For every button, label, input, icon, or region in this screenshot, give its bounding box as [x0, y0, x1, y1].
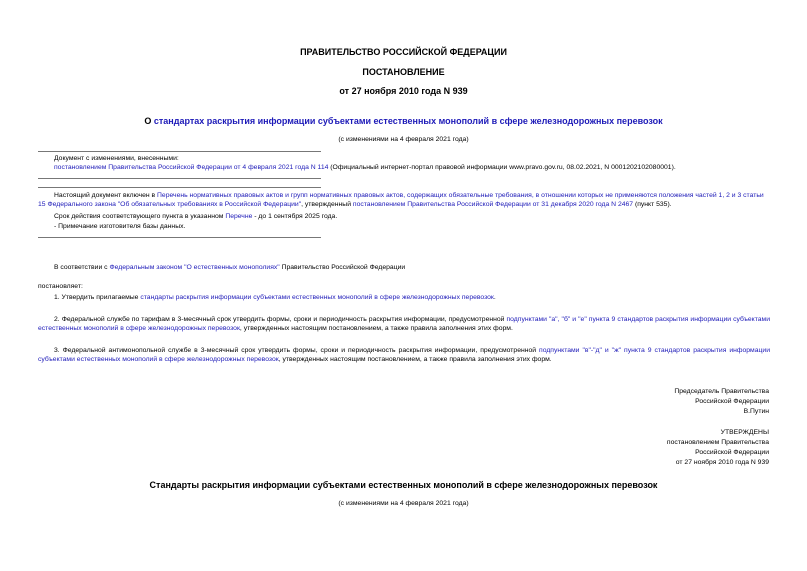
signature-block [674, 387, 769, 417]
document-type: ПОСТАНОВЛЕНИЕ [362, 67, 445, 77]
document-date: от 27 ноября 2010 года N 939 [339, 86, 468, 96]
item-1 [54, 293, 770, 302]
item-2 [38, 315, 770, 333]
notice-text: (пункт 535). [633, 201, 672, 208]
term-text: Срок действия соответствующего пункта в указанном [54, 213, 226, 220]
divider-line [38, 237, 321, 238]
item-2-text: 2. Федеральной службе по тарифам в 3-месячный срок утвердить формы, сроки и периодичность раскрытия информации, предусмотренной [54, 316, 507, 323]
approval-line-3: Российской Федерации [695, 449, 769, 456]
preamble-text: В соответствии с [54, 264, 110, 271]
perechen-link[interactable]: Перечень нормативных правовых актов и групп нормативных правовых актов, содержащих обязательные требования, в отношении которых не применяются положения частей 1, 2 и 3 статьи 15 Федерального закона "Об обязательных требованиях в Российской Федерации" [38, 192, 764, 208]
amend-rest: (Официальный интернет-портал правовой информации www.pravo.gov.ru, 08.02.2021, N 0001202102080001). [328, 164, 676, 171]
monopoly-law-link[interactable]: Федеральным законом "О естественных монополиях" [109, 264, 280, 271]
db-note: - Примечание изготовителя базы данных. [54, 223, 186, 230]
item-1-text: 1. Утвердить прилагаемые [54, 294, 141, 301]
amend-text [54, 163, 770, 172]
item-1-text: . [493, 294, 496, 301]
approval-line-2: постановлением Правительства [666, 439, 769, 446]
term-paragraph [54, 212, 770, 221]
standards-link[interactable]: стандарты раскрытия информации субъектами естественных монополий в сфере железнодорожных перевозок [140, 294, 494, 301]
preamble-text: Правительство Российской Федерации [279, 264, 406, 271]
signature-line-2: Российской Федерации [695, 398, 769, 405]
standards-title: Стандарты раскрытия информации субъектами естественных монополий в сфере железнодорожных перевозок [149, 480, 658, 490]
government-heading: ПРАВИТЕЛЬСТВО РОССИЙСКОЙ ФЕДЕРАЦИИ [300, 47, 507, 57]
title-prefix: О [144, 116, 154, 126]
decree-word: постановляет: [38, 283, 83, 290]
divider-line [38, 178, 321, 179]
amend-block [54, 154, 770, 172]
amend-link[interactable]: постановлением Правительства Российской Федерации от 4 февраля 2021 года N 114 [54, 164, 329, 171]
changes-note: (с изменениями на 4 февраля 2021 года) [338, 136, 469, 143]
standards-changes-note: (с изменениями на 4 февраля 2021 года) [338, 500, 469, 507]
approval-block [667, 428, 769, 468]
term-text: - до 1 сентября 2025 года. [252, 213, 338, 220]
divider-line [38, 187, 321, 188]
notice-text: Настоящий документ включен в [54, 192, 158, 199]
title-link[interactable]: стандартах раскрытия информации субъектами естественных монополий в сфере железнодорожных перевозок [153, 116, 663, 126]
approval-line-1: УТВЕРЖДЕНЫ [720, 429, 769, 436]
notice-text: , утвержденный [301, 201, 353, 208]
item-3-text: 3. Федеральной антимонопольной службе в 3-месячный срок утвердить формы, сроки и периодичность раскрытия информации, предусмотренной [54, 347, 540, 354]
signature-line-1: Председатель Правительства [674, 388, 769, 395]
item-3-text: , утвержденных настоящим постановлением, а также правила заполнения этих форм. [278, 356, 552, 363]
divider-line [38, 151, 321, 152]
preamble [54, 263, 770, 272]
item-2-text: , утвержденных настоящим постановлением, а также правила заполнения этих форм. [239, 325, 513, 332]
perechen-short-link[interactable]: Перечне [225, 213, 253, 220]
decree-2467-link[interactable]: постановлением Правительства Российской Федерации от 31 декабря 2020 года N 2467 [352, 201, 634, 208]
document-title [0, 116, 807, 126]
notice-paragraph [38, 191, 770, 209]
item-3 [38, 346, 770, 364]
amend-label: Документ с изменениями, внесенными: [54, 155, 179, 162]
item-2-link[interactable]: подпунктами "а", "б" и "е" пункта 9 стандартов раскрытия информации субъектами естественных монополий в сфере железнодорожных перевозок [38, 316, 770, 332]
item-3-link[interactable]: подпунктами "в"-"д" и "ж" пункта 9 стандартов раскрытия информации субъектами естественных монополий в сфере железнодорожных перевозок [38, 347, 770, 363]
signature-line-3: В.Путин [743, 408, 769, 415]
approval-line-4: от 27 ноября 2010 года N 939 [675, 459, 769, 466]
